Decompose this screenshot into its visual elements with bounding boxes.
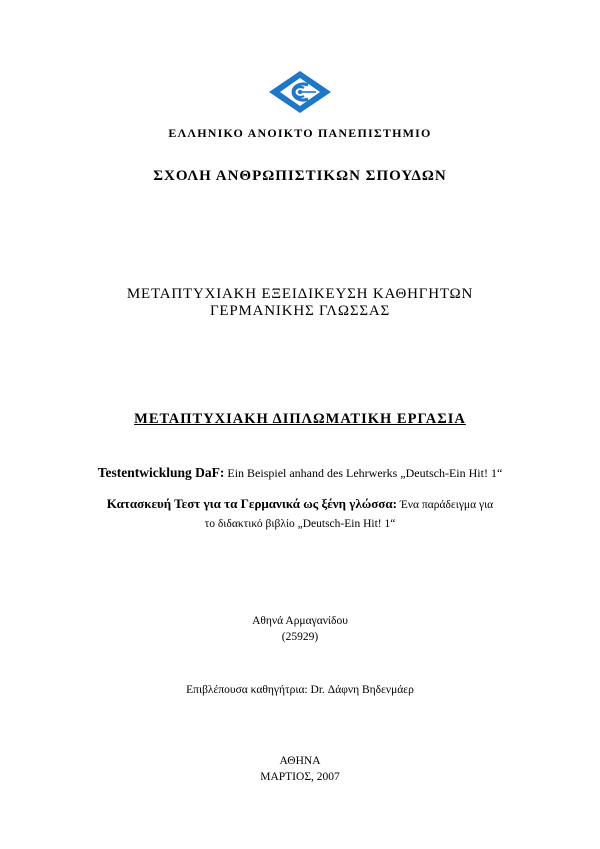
university-logo [268, 70, 332, 114]
school-name: ΣΧΟΛΗ ΑΝΘΡΩΠΙΣΤΙΚΩΝ ΣΠΟΥΔΩΝ [153, 168, 447, 184]
place-date [0, 753, 600, 785]
university-name: ΕΛΛΗΝΙΚΟ ΑΝΟΙΚΤΟ ΠΑΝΕΠΙΣΤΗΜΙΟ [168, 126, 432, 140]
city: ΑΘΗΝΑ [279, 755, 321, 767]
program-name [0, 286, 600, 320]
title-german [0, 465, 600, 481]
title-german-rest: Ein Beispiel anhand des Lehrwerks „Deutsch-Ein Hit! 1“ [224, 466, 503, 480]
program-line-1: ΜΕΤΑΠΤΥΧΙΑΚΗ ΕΞΕΙΔΙΚΕΥΣΗ ΚΑΘΗΓΗΤΩΝ [126, 286, 474, 302]
title-greek-bold: Κατασκευή Τεστ για τα Γερμανικά ως ξένη γλώσσα: [106, 496, 397, 511]
student-id: (25929) [281, 631, 319, 643]
title-greek-line-1 [0, 494, 600, 515]
title-greek-rest: Ένα παράδειγμα για [396, 499, 494, 511]
author-block [0, 613, 600, 645]
title-german-bold: Testentwicklung DaF: [97, 465, 225, 480]
title-greek-line-2: το διδακτικό βιβλίο „Deutsch-Ein Hit! 1“ [204, 518, 396, 530]
program-line-2: ΓΕΡΜΑΝΙΚΗΣ ΓΛΩΣΣΑΣ [209, 303, 391, 319]
supervisor: Επιβλέπουσα καθηγήτρια: Dr. Δάφνη Βηδενμάερ [186, 684, 414, 696]
title-greek [0, 494, 600, 534]
date: ΜΑΡΤΙΟΣ, 2007 [260, 771, 340, 783]
author-name: Αθηνά Αρμαγανίδου [252, 615, 348, 627]
thesis-heading: ΜΕΤΑΠΤΥΧΙΑΚΗ ΔΙΠΛΩΜΑΤΙΚΗ ΕΡΓΑΣΙΑ [134, 411, 466, 427]
